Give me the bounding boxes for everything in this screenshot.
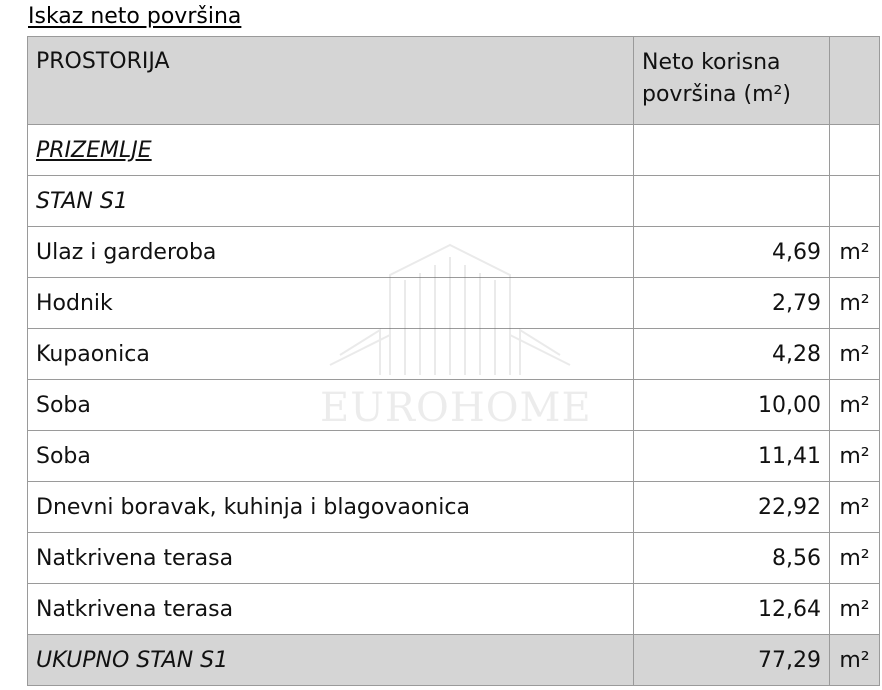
document-title: Iskaz neto površina: [28, 4, 242, 29]
empty-cell: [634, 125, 830, 176]
subsection-label: STAN S1: [28, 176, 634, 227]
room-name: Soba: [28, 380, 634, 431]
room-area-unit: m²: [830, 533, 880, 584]
room-area-unit: m²: [830, 278, 880, 329]
watermark-text: EUROHOME: [320, 385, 592, 431]
section-label: PRIZEMLJE: [36, 137, 152, 163]
empty-cell: [830, 176, 880, 227]
table-row: [28, 380, 880, 431]
room-area-unit: m²: [830, 329, 880, 380]
header-net-area-line1: Neto korisna: [642, 50, 781, 75]
room-area-value: 12,64: [634, 584, 830, 635]
room-area-value: 2,79: [634, 278, 830, 329]
table-row: [28, 329, 880, 380]
header-net-area: [634, 37, 830, 125]
room-area-value: 10,00: [634, 380, 830, 431]
table-header-row: [28, 37, 880, 125]
table-row: [28, 533, 880, 584]
header-room: PROSTORIJA: [28, 37, 634, 125]
header-net-area-line2: površina (m²): [642, 82, 791, 107]
room-name: Natkrivena terasa: [28, 584, 634, 635]
room-area-unit: m²: [830, 431, 880, 482]
room-area-unit: m²: [830, 380, 880, 431]
total-value: 77,29: [634, 635, 830, 686]
room-area-unit: m²: [830, 227, 880, 278]
room-area-value: 11,41: [634, 431, 830, 482]
total-row: [28, 635, 880, 686]
room-rows: [28, 227, 880, 635]
room-area-value: 4,28: [634, 329, 830, 380]
table-row: [28, 227, 880, 278]
room-name: Soba: [28, 431, 634, 482]
table-row: [28, 278, 880, 329]
section-row: [28, 125, 880, 176]
table-row: [28, 584, 880, 635]
subsection-row: [28, 176, 880, 227]
room-area-unit: m²: [830, 584, 880, 635]
room-name: Dnevni boravak, kuhinja i blagovaonica: [28, 482, 634, 533]
room-name: Ulaz i garderoba: [28, 227, 634, 278]
room-area-unit: m²: [830, 482, 880, 533]
room-area-value: 22,92: [634, 482, 830, 533]
empty-cell: [634, 176, 830, 227]
room-name: Kupaonica: [28, 329, 634, 380]
total-label: UKUPNO STAN S1: [28, 635, 634, 686]
empty-cell: [830, 125, 880, 176]
room-name: Hodnik: [28, 278, 634, 329]
section-cell: [28, 125, 634, 176]
room-name: Natkrivena terasa: [28, 533, 634, 584]
header-unit: [830, 37, 880, 125]
table-row: [28, 431, 880, 482]
table-row: [28, 482, 880, 533]
area-table: [27, 36, 880, 686]
total-unit: m²: [830, 635, 880, 686]
room-area-value: 4,69: [634, 227, 830, 278]
room-area-value: 8,56: [634, 533, 830, 584]
